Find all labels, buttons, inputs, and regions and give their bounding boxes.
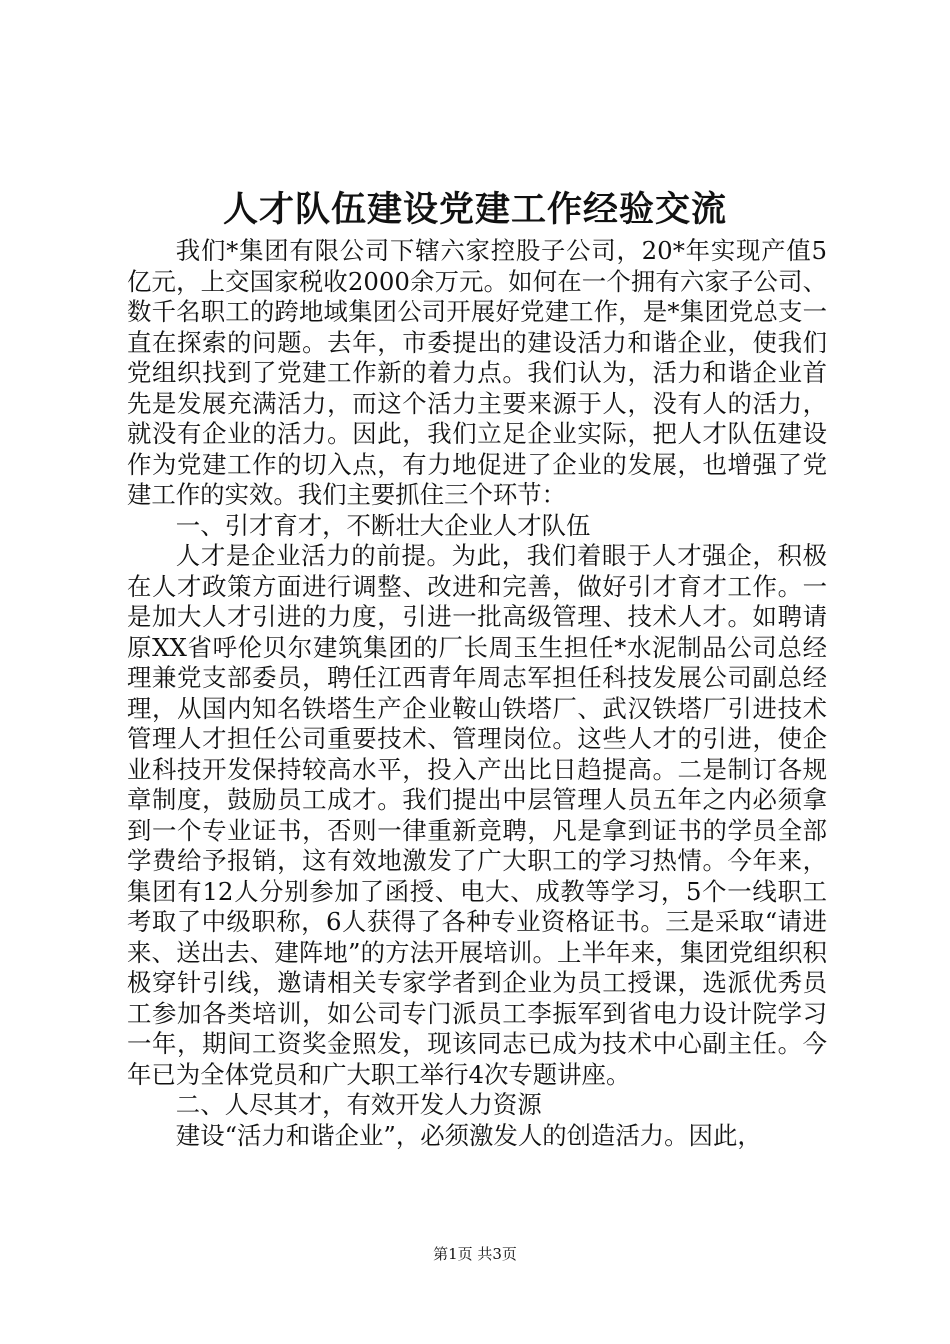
paragraph-intro: 我们*集团有限公司下辖六家控股子公司，20*年实现产值5亿元，上交国家税收2000余万元。如何在一个拥有六家子公司、数千名职工的跨地域集团公司开展好党建工作，是*集团党总支一直在探索的问题。去年，市委提出的建设活力和谐企业，使我们党组织找到了党建工作新的着力点。我们认为，活力和谐企业首先是发展充满活力，而这个活力主要来源于人，没有人的活力，就没有企业的活力。因此，我们立足企业实际，把人才队伍建设作为党建工作的切入点，有力地促进了企业的发展，也增强了党建工作的实效。我们主要抓住三个环节：: [127, 236, 827, 509]
page-number-footer: 第1页 共3页: [433, 1245, 517, 1263]
paragraph-section-2: 建设“活力和谐企业”，必须激发人的创造活力。因此，: [175, 1120, 762, 1150]
section-heading-2: 二、人尽其才，有效开发人力资源: [175, 1090, 542, 1119]
paragraph-section-1: 人才是企业活力的前提。为此，我们着眼于人才强企，积极在人才政策方面进行调整、改进和完善，做好引才育才工作。一是加大人才引进的力度，引进一批高级管理、技术人才。如聘请原XX省呼伦贝尔建筑集团的厂长周玉生担任*水泥制品公司总经理兼党支部委员，聘任江西青年周志军担任科技发展公司副总经理，从国内知名铁塔生产企业鞍山铁塔厂、武汉铁塔厂引进技术管理人才担任公司重要技术、管理岗位。这些人才的引进，使企业科技开发保持较高水平，投入产出比日趋提高。二是制订各规章制度，鼓励员工成才。我们提出中层管理人员五年之内必须拿到一个专业证书，否则一律重新竞聘，凡是拿到证书的学员全部学费给予报销，这有效地激发了广大职工的学习热情。今年来，集团有12人分别参加了函授、电大、成教等学习，5个一线职工考取了中级职称，6人获得了各种专业资格证书。三是采取“请进来、送出去、建阵地”的方法开展培训。上半年来，集团党组织积极穿针引线，邀请相关专家学者到企业为员工授课，选派优秀员工参加各类培训，如公司专门派员工李振军到省电力设计院学习一年，期间工资奖金照发，现该同志已成为技术中心副主任。今年已为全体党员和广大职工举行4次专题讲座。: [127, 541, 827, 1089]
section-heading-1: 一、引才育才，不断壮大企业人才队伍: [175, 510, 591, 540]
document-title: 人才队伍建设党建工作经验交流: [222, 189, 727, 230]
document-body: [127, 236, 827, 1151]
